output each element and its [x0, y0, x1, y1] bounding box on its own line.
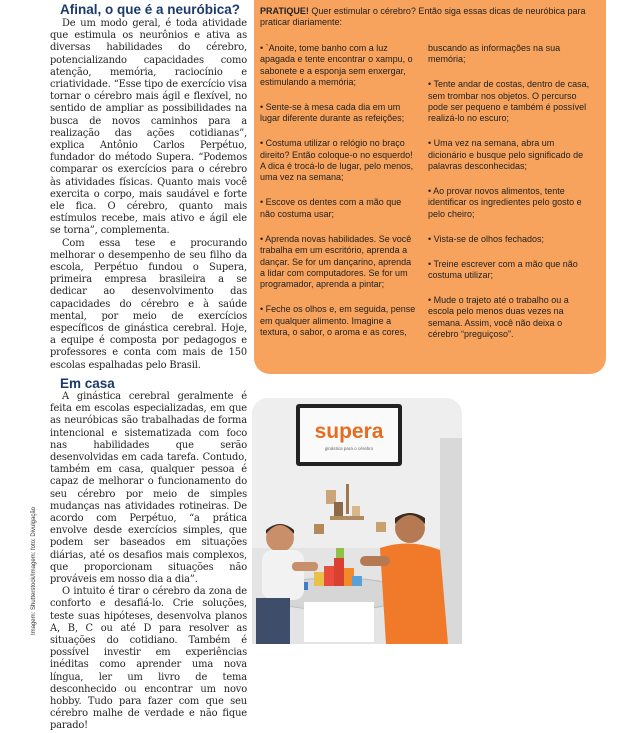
photo-credit: Imagem: Shutterstock/Imagem: foto: Divulgação	[31, 506, 37, 636]
tip-item: • Mude o trajeto até o trabalho ou a escola pelo menos duas vezes na semana. Assim, você não deixa o cérebro “preguiçoso”.	[428, 294, 569, 340]
section-heading: Afinal, o que é a neuróbica?	[60, 2, 241, 17]
tip-item: • `Anoite, tome banho com a luz apagada e tente encontrar o xampu, o sabonete e a esponja sem enxergar, estimulando a memória;	[260, 42, 413, 88]
tip-item: • Escove os dentes com a mão que não costuma usar;	[260, 197, 402, 219]
tip-item: • Ao provar novos alimentos, tente identificar os ingredientes pelo gosto e pelo cheiro;	[428, 185, 582, 219]
body-paragraph: A ginástica cerebral geralmente é feita em escolas especializadas, em que as neuróbicas são trabalhadas de forma intencional e sistematizada com foco nas habilidades que serão desenvolvidas em cada tarefa. Contudo, também em casa, qualquer pessoa é capaz de melhorar o funcionamento do seu cérebro por meio de simples mudanças nas atividades rotineiras. De acordo com Perpétuo, “a prática envolve desde exercícios simples, que podem ser baseados em situações diárias, até os desafios mais complexos, que proporcionam situações não prováveis em nosso dia a dia”.	[50, 390, 247, 585]
tip-item: • Treine escrever com a mão que não costuma utilizar;	[428, 258, 578, 280]
tips-column-2	[428, 43, 593, 354]
tip-item: • Tente andar de costas, dentro de casa, sem trombar nos objetos. O percurso pode ser pequeno e também é possível realizá-lo no escuro;	[428, 79, 590, 124]
tips-box	[254, 0, 606, 374]
tips-column-1	[260, 43, 418, 354]
section-heading: Em casa	[60, 375, 115, 391]
supera-logo-subtext: ginástica para o cérebro	[324, 446, 374, 451]
tip-item: • Vista-se de olhos fechados;	[428, 233, 545, 244]
body-paragraph: O intuito é tirar o cérebro da zona de conforto e desafiá-lo. Crie soluções, teste suas hipóteses, desenvolva planos A, B, C ou até D para resolver as situações do cotidiano. Também é possível investir em experiências inéditas como aprender uma nova língua, ler um livro de tema desconhecido ou encontrar um novo hobby. Tudo para fazer com que seu cérebro malhe de verdade e não fique parado!	[50, 586, 247, 732]
classroom-illustration	[252, 398, 462, 644]
tips-intro-text: Quer estimular o cérebro? Então siga essas dicas de neuróbica para praticar diariamente:	[260, 6, 586, 28]
tip-item: buscando as informações na sua memória;	[428, 42, 561, 65]
tip-item: • Feche os olhos e, em seguida, pense em qualquer alimento. Imagine a textura, o sabor, o aroma e as cores,	[260, 304, 416, 338]
supera-logo: supera	[314, 420, 384, 443]
tip-item: • Sente-se à mesa cada dia em um lugar diferente durante as refeições;	[260, 101, 405, 124]
classroom-photo	[252, 398, 462, 644]
tips-lead: PRATIQUE!	[260, 6, 309, 16]
body-paragraph: De um modo geral, é toda atividade que estimula os neurônios e ativa as diversas habilidades do cérebro, potencializando capacidades como atenção, memória, raciocínio e criatividade. “Esse tipo de exercício visa tornar o cérebro mais ágil e flexível, no sentido de ampliar as possibilidades na busca de novos caminhos para a realização das ações cotidianas”, explica Antônio Carlos Perpétuo, fundador do método Supera. “Podemos comparar os exercícios para o cérebro às atividades físicas. Quanto mais você exercita o corpo, mais saudável e forte ele fica. O cérebro, quanto mais estímulos recebe, mais ativo e ágil ele se torna”, complementa.	[50, 18, 247, 237]
tip-item: • Aprenda novas habilidades. Se você trabalha em um escritório, aprenda a dançar. Se for um dançarino, aprenda a lidar com computadores. Se for um programador, aprenda a pintar;	[260, 233, 412, 290]
body-paragraph: Com essa tese e procurando melhorar o desempenho de seu filho da escola, Perpétuo fundou o Supera, primeira empresa brasileira a se dedicar ao desenvolvimento das capacidades do cérebro e à saúde mental, por meio de exercícios específicos de ginástica cerebral. Hoje, a equipe é composta por pedagogos e professores e conta com mais de 150 escolas espalhadas pelo Brasil.	[50, 237, 247, 371]
article-column	[50, 0, 247, 733]
tip-item: • Uma vez na semana, abra um dicionário e busque pelo significado de palavras desconhecidas;	[428, 138, 584, 172]
tip-item: • Costuma utilizar o relógio no braço direito? Então coloque-o no esquerdo! A dica é trocá-lo de lugar, pelo menos, uma vez na semana;	[260, 138, 414, 183]
tips-intro	[260, 6, 594, 29]
